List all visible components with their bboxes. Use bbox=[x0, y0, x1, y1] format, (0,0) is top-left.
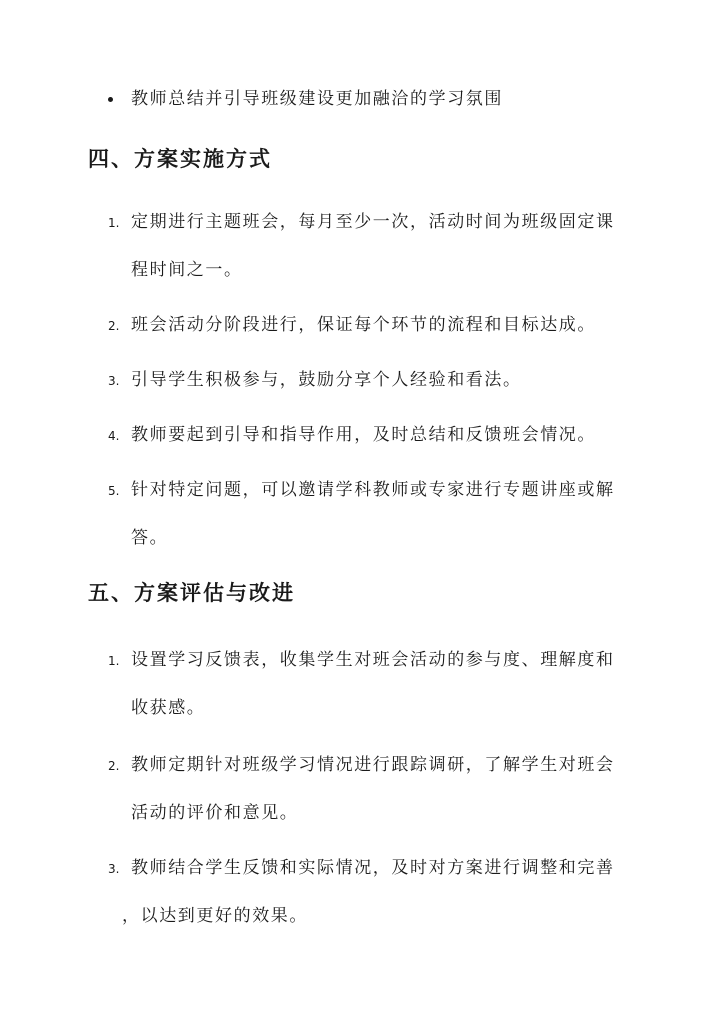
list-marker: 1. bbox=[108, 654, 120, 668]
section-heading-4: 四、方案实施方式 bbox=[88, 146, 272, 171]
list-item-line: ，以达到更好的效果。 bbox=[122, 906, 308, 926]
list-item-line: 教师定期针对班级学习情况进行跟踪调研，了解学生对班会 bbox=[131, 755, 615, 775]
list-marker: 2. bbox=[108, 319, 120, 333]
list-item-line: 设置学习反馈表，收集学生对班会活动的参与度、理解度和 bbox=[131, 650, 615, 670]
list-item-line: 程时间之一。 bbox=[131, 260, 243, 280]
list-item-line: 针对特定问题，可以邀请学科教师或专家进行专题讲座或解 bbox=[131, 480, 615, 500]
list-marker: 3. bbox=[108, 374, 120, 388]
list-marker: 4. bbox=[108, 429, 120, 443]
list-marker: 1. bbox=[108, 216, 120, 230]
list-item-line: 教师要起到引导和指导作用，及时总结和反馈班会情况。 bbox=[131, 425, 596, 445]
list-item-line: 活动的评价和意见。 bbox=[131, 803, 299, 823]
list-item-line: 收获感。 bbox=[131, 698, 206, 718]
section-heading-5: 五、方案评估与改进 bbox=[88, 580, 295, 605]
list-marker: 5. bbox=[108, 484, 120, 498]
bullet-dot bbox=[108, 97, 113, 102]
list-item-line: 班会活动分阶段进行，保证每个环节的流程和目标达成。 bbox=[131, 315, 596, 335]
list-item-line: 定期进行主题班会，每月至少一次，活动时间为班级固定课 bbox=[131, 212, 615, 232]
list-item-line: 答。 bbox=[131, 528, 169, 548]
list-marker: 2. bbox=[108, 759, 120, 773]
list-item-line: 引导学生积极参与，鼓励分享个人经验和看法。 bbox=[131, 370, 522, 390]
list-marker: 3. bbox=[108, 862, 120, 876]
bullet-item-text: 教师总结并引导班级建设更加融洽的学习氛围 bbox=[131, 89, 503, 109]
list-item-line: 教师结合学生反馈和实际情况，及时对方案进行调整和完善 bbox=[131, 858, 615, 878]
